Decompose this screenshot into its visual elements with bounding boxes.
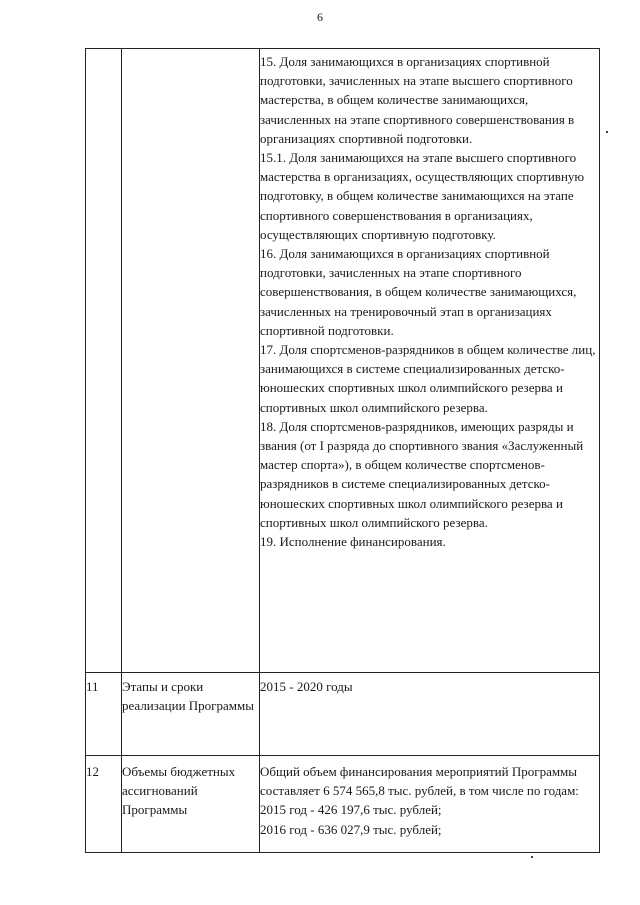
row-label bbox=[122, 49, 260, 673]
indicator-17: 17. Доля спортсменов-разрядников в общем количестве лиц, занимающихся в системе специализированных детско-юношеских спортивных школ олимпийского резерва и спортивных школ олимпийского резерва. bbox=[260, 342, 596, 415]
indicator-19: 19. Исполнение финансирования. bbox=[260, 534, 446, 550]
row-number bbox=[86, 49, 122, 673]
row-label: Объемы бюджетных ассигнований Программы bbox=[122, 756, 260, 853]
funding-2015: 2015 год - 426 197,6 тыс. рублей; bbox=[260, 802, 442, 818]
table-row bbox=[86, 673, 600, 756]
row-content bbox=[260, 756, 600, 853]
indicator-15-1: 15.1. Доля занимающихся на этапе высшего спортивного мастерства в организациях, осуществляющих спортивную подготовку, в общем количестве занимающихся на этапе спортивного совершенствования в организациях, осуществляющих спортивную подготовку. bbox=[260, 150, 585, 242]
row-number: 12 bbox=[86, 756, 122, 853]
row-content bbox=[260, 673, 600, 756]
indicator-15: 15. Доля занимающихся в организациях спортивной подготовки, зачисленных на этапе высшего спортивного мастерства, в общем количестве занимающихся, зачисленных на этапе спортивного совершенствования в организациях спортивной подготовки. bbox=[260, 54, 575, 146]
passport-table bbox=[85, 48, 600, 853]
row-number: 11 bbox=[86, 673, 122, 756]
program-period: 2015 - 2020 годы bbox=[260, 679, 353, 694]
funding-2016: 2016 год - 636 027,9 тыс. рублей; bbox=[260, 821, 442, 837]
page-number: 6 bbox=[317, 10, 323, 24]
table-row bbox=[86, 49, 600, 673]
scan-speck bbox=[531, 856, 533, 858]
scan-speck bbox=[606, 131, 608, 133]
row-content bbox=[260, 49, 600, 673]
table-row bbox=[86, 756, 600, 853]
funding-total: Общий объем финансирования мероприятий Программы составляет 6 574 565,8 тыс. рублей, в том числе по годам: bbox=[260, 764, 579, 799]
indicator-18: 18. Доля спортсменов-разрядников, имеющих разряды и звания (от I разряда до спортивного звания «Заслуженный мастер спорта»), в общем количестве спортсменов-разрядников в системе специализированных детско-юношеских спортивных школ олимпийского резерва и спортивных школ олимпийского резерва. bbox=[260, 418, 584, 530]
indicator-16: 16. Доля занимающихся в организациях спортивной подготовки, зачисленных на этапе спортивного совершенствования, в общем количестве занимающихся, зачисленных на тренировочный этап в организациях спортивной подготовки. bbox=[260, 246, 577, 338]
row-label: Этапы и сроки реализации Программы bbox=[122, 673, 260, 756]
